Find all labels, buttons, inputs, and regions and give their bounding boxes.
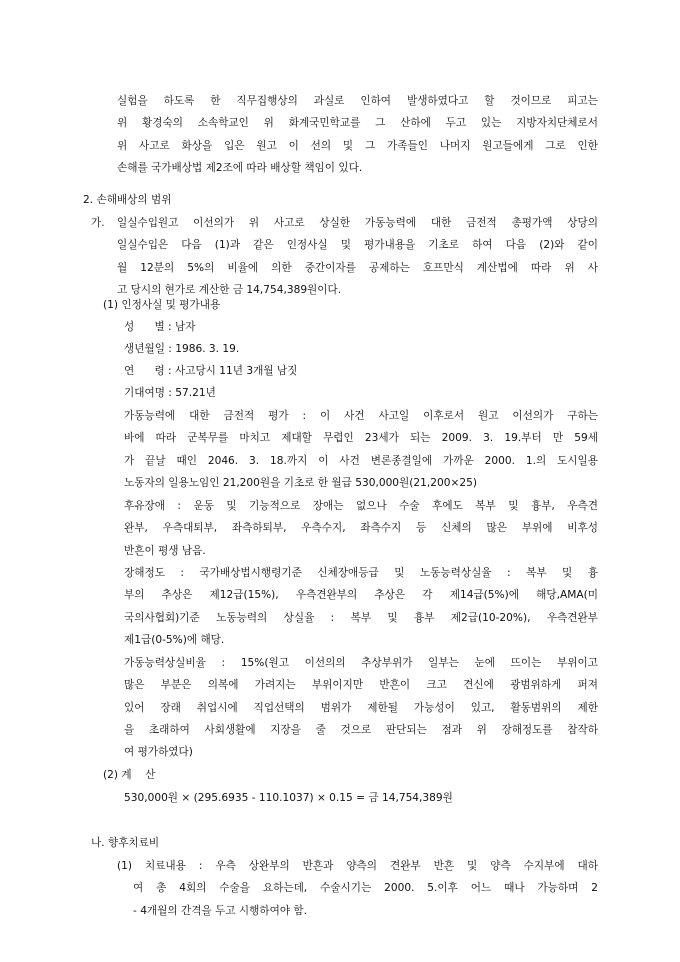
section-na-heading: 나. 향후치료비 (91, 837, 160, 849)
lossrate-paragraph (124, 652, 598, 763)
treatment-line-2: 여 총 4회의 수술을 요하는데, 수술시기는 2000. 5.이후 어느 때나 가능하며 2 (133, 882, 598, 895)
capacity-line-1: 가동능력에 대한 금전적 평가 : 이 사건 사고일 이후로서 원고 이선의가 구하는 (124, 410, 598, 422)
gender-item: 성 별 : 남자 (124, 321, 196, 333)
capacity-line-2: 바에 따라 군복무를 마치고 제대할 무렵인 23세가 되는 2009. 3. 19.부터 만 59세 (124, 432, 598, 445)
capacity-line-3: 가 끝날 때인 2046. 3. 18.까지 이 사건 변론종결일에 가까운 2000. 1.의 도시일용 (124, 454, 598, 467)
treatment-line-3: - 4개월의 간격을 두고 시행하여야 함. (133, 904, 308, 917)
disability-paragraph (124, 562, 598, 651)
section-ga-paragraph (117, 212, 598, 301)
ga-line-1: 일실수입원고 이선의가 위 사고로 상실한 가동능력에 대한 금전적 총평가액 상당의 (117, 217, 598, 229)
lossrate-line-4: 을 초래하여 사회생활에 지장을 줄 것으로 판단되는 점과 위 장해정도를 참작하 (124, 723, 598, 736)
lossrate-line-2: 많은 부분은 의복에 가려지는 부위이지만 반흔이 크고 견신에 광범위하게 퍼져 (124, 679, 598, 692)
aftereffect-line-1: 후유장애 : 운동 및 기능적으로 장애는 없으나 수술 후에도 복부 및 흉부, 우측견 (124, 500, 598, 512)
intro-line-2: 위 황경숙의 소속학교인 위 화계국민학교를 그 산하에 두고 있는 지방자치단체로서 (117, 117, 598, 130)
disability-line-1: 장해정도 : 국가배상법시행령기준 신체장애등급 및 노동능력상실율 : 복부 및 흉 (124, 567, 598, 579)
aftereffect-line-2: 완부, 우측대퇴부, 좌측하퇴부, 우측수지, 좌측수지 등 신체의 많은 부위에 비후성 (124, 522, 598, 535)
disability-line-2: 부의 추상은 제12급(15%), 우측견완부의 추상은 각 제14급(5%)에 해당,AMA(미 (124, 589, 598, 602)
treatment-line-1: (1) 치료내용 : 우측 상완부의 반흔과 양측의 견완부 반흔 및 양측 수지부에 대하 (117, 860, 598, 872)
sub2-heading: (2) 계 산 (103, 769, 156, 781)
life-expectancy-item: 기대여명 : 57.21년 (124, 387, 216, 399)
disability-line-3: 국의사협회)기준 노동능력의 상실율 : 복부 및 흉부 제2급(10-20%), 우측견완부 (124, 611, 598, 624)
ga-line-3: 월 12분의 5%의 비율에 의한 중간이자를 공제하는 호프만식 계산법에 따라 위 사 (117, 261, 598, 274)
aftereffect-paragraph (124, 495, 598, 562)
capacity-paragraph (124, 405, 598, 494)
section-ga-marker: 가. (91, 217, 105, 229)
sub1-heading: (1) 인정사실 및 평가내용 (103, 299, 221, 311)
lossrate-line-1: 가동능력상실비율 : 15%(원고 이선의의 추상부위가 일부는 눈에 뜨이는 부위이고 (124, 657, 598, 669)
lossrate-line-3: 있어 장래 취업시에 직업선택의 범위가 제한될 가능성이 있고, 활동범위의 제한 (124, 701, 598, 714)
intro-line-1: 실험을 하도록 한 직무집행상의 과실로 인하여 발생하였다고 할 것이므로 피고는 (117, 95, 598, 107)
calculation-formula: 530,000원 × (295.6935 - 110.1037) × 0.15 = 금 14,754,389원 (124, 792, 453, 804)
birthdate-item: 생년월일 : 1986. 3. 19. (124, 343, 240, 355)
capacity-line-4: 노동자의 일용노임인 21,200원을 기초로 한 월급 530,000원(21,200×25) (124, 476, 477, 489)
intro-line-4: 손해를 국가배상법 제2조에 따라 배상할 책임이 있다. (117, 161, 363, 174)
ga-line-4: 고 당시의 현가로 계산한 금 14,754,389원이다. (117, 283, 342, 296)
aftereffect-line-3: 반흔이 평생 남음. (124, 544, 206, 557)
treatment-paragraph (117, 855, 598, 922)
lossrate-line-5: 여 평가하였다) (124, 746, 193, 759)
ga-line-2: 일실수입은 다음 (1)과 같은 인정사실 및 평가내용을 기초로 하여 다음 (2)와 같이 (117, 239, 598, 252)
intro-paragraph (117, 90, 598, 179)
section-2-heading: 2. 손해배상의 범위 (83, 194, 172, 206)
age-item: 연 령 : 사고당시 11년 3개월 남짓 (124, 365, 298, 377)
intro-line-3: 위 사고로 화상을 입은 원고 이 선의 및 그 가족들인 나머지 원고들에게 그로 인한 (117, 139, 598, 152)
disability-line-4: 제1급(0-5%)에 해당. (124, 633, 225, 646)
